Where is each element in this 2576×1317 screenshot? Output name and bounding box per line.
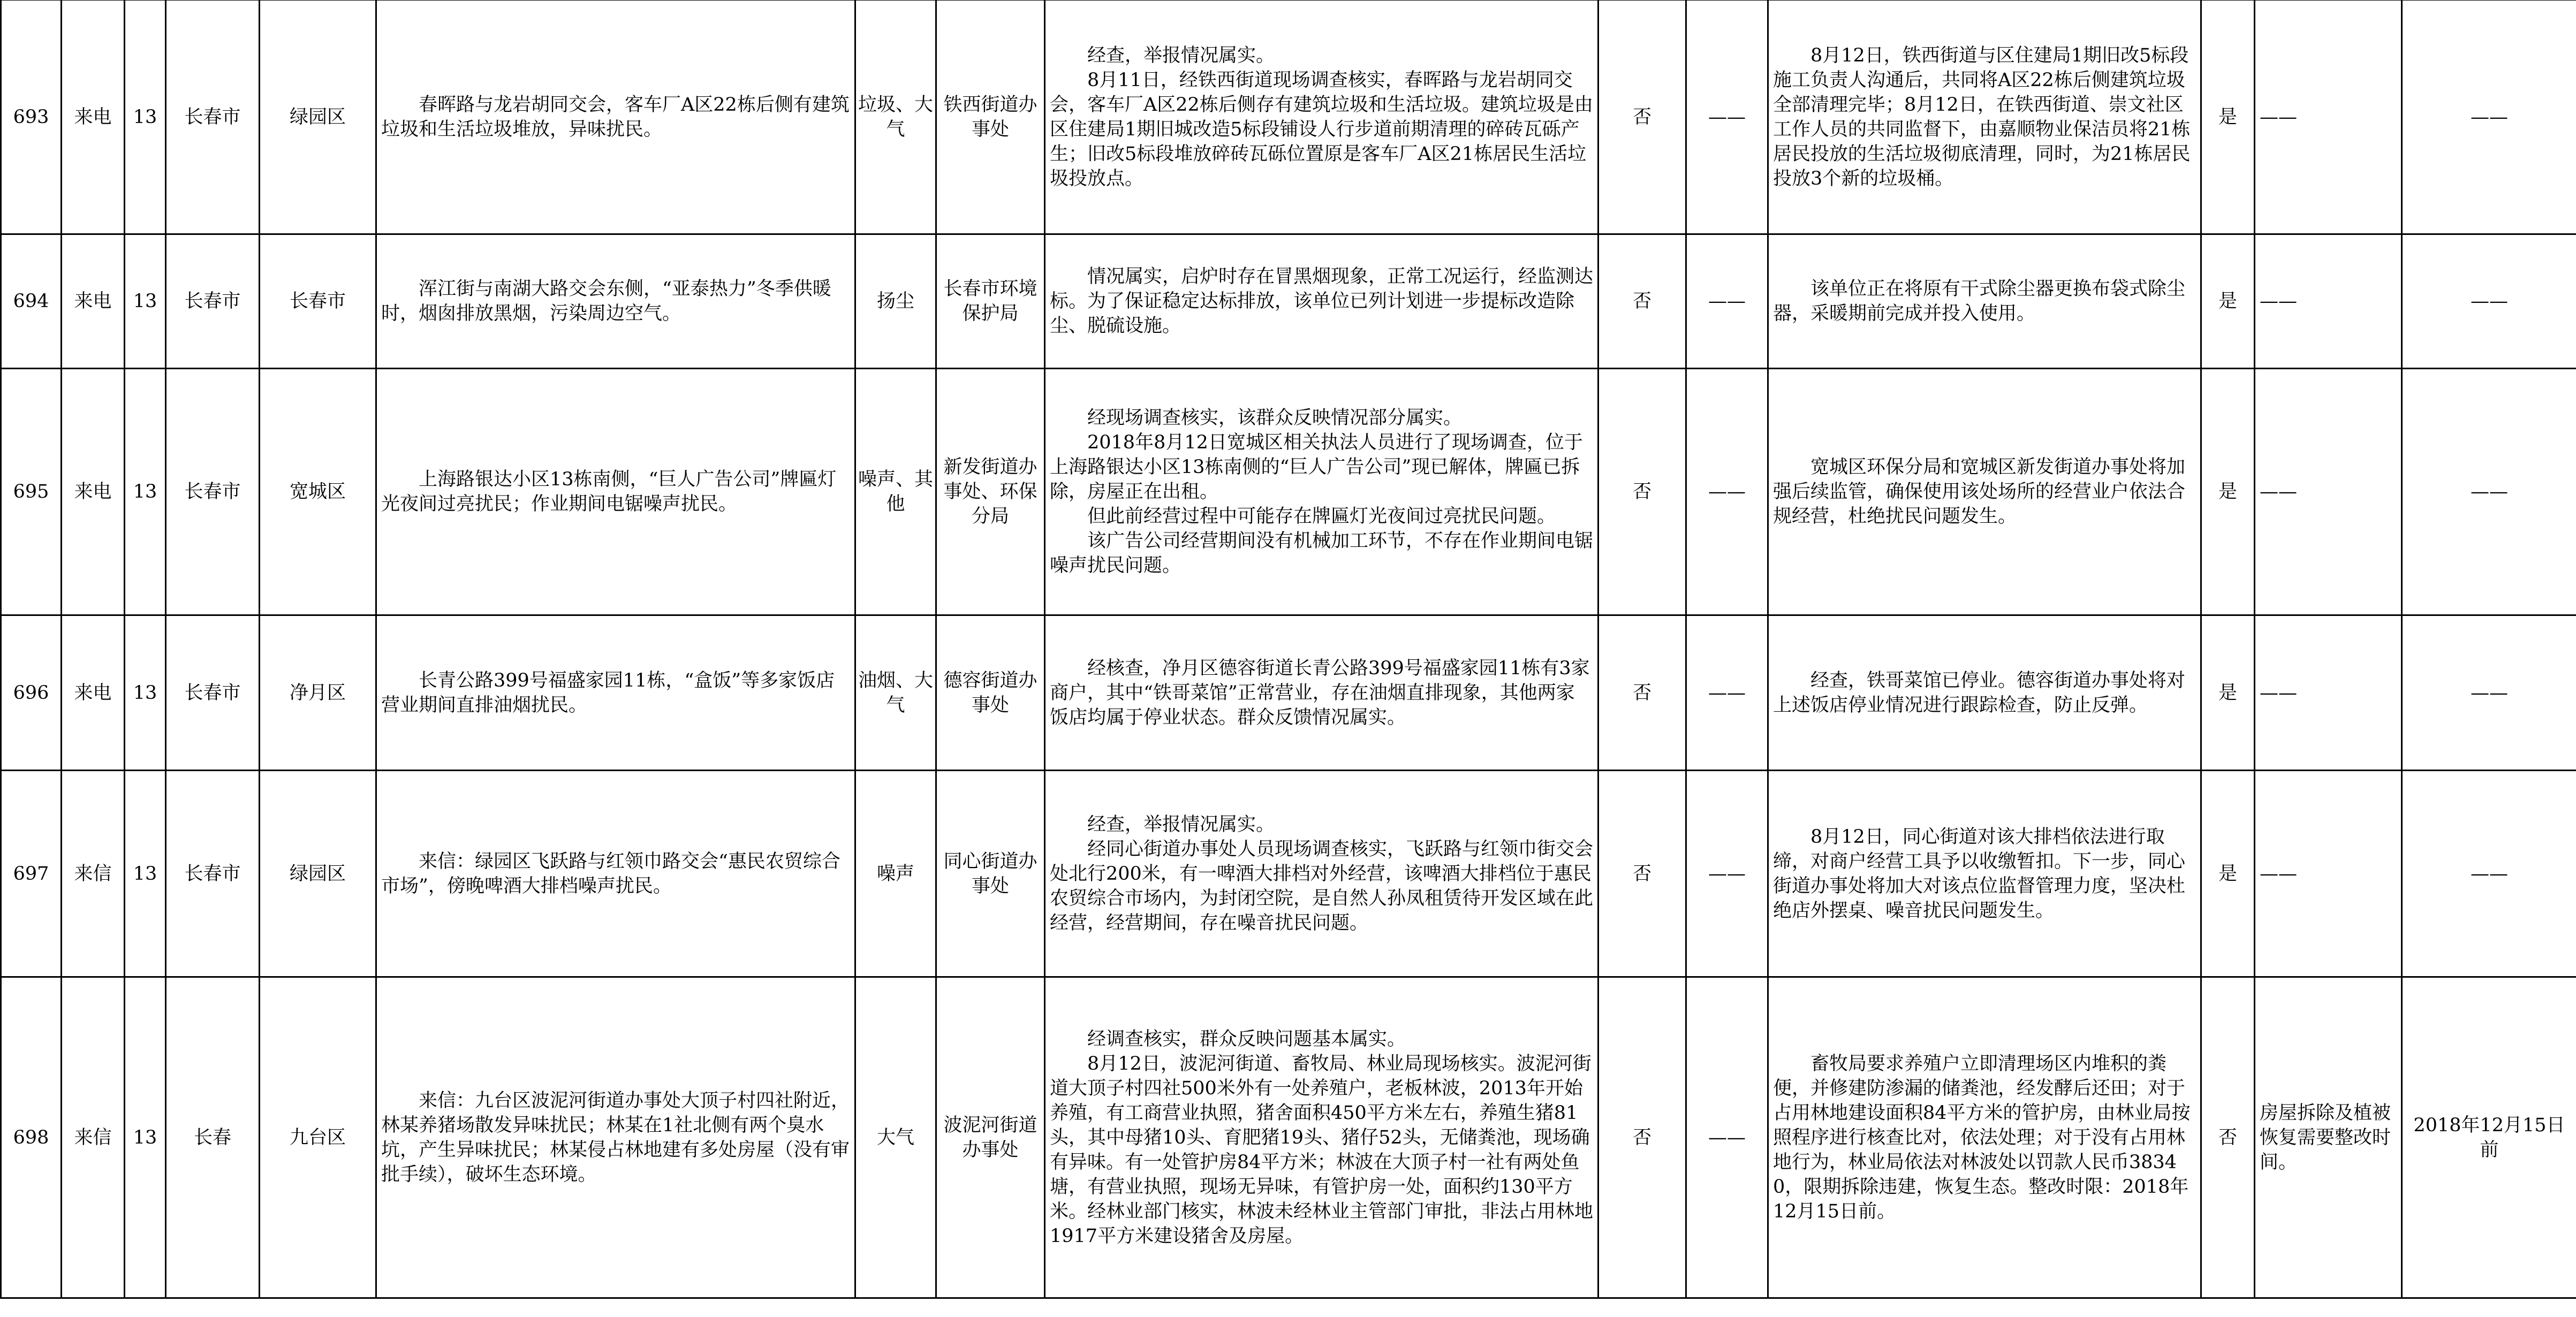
table-row: [1, 771, 2576, 977]
cell-rectification: [1768, 977, 2201, 1298]
findings-paragraph: 8月11日，经铁西街道现场调查核实，春晖路与龙岩胡同交会，客车厂A区22栋后侧存有建筑垃圾和生活垃圾。建筑垃圾是由区住建局1期旧城改造5标段铺设人行步道前期清理的碎砖瓦砾产生；旧改5标段堆放碎砖瓦砾位置原是客车厂A区21栋居民生活垃圾投放点。: [1050, 69, 1593, 189]
cell-rectification: [1768, 0, 2201, 234]
complaint-text: 长青公路399号福盛家园11栋，“盒饭”等多家饭店营业期间直排油烟扰民。: [381, 669, 835, 716]
cell-completed: 是: [2201, 369, 2255, 615]
cell-deadline: ——: [2402, 0, 2576, 234]
findings-paragraph: 经同心街道办事处人员现场调查核实，飞跃路与红领巾街交会处北行200米，有一啤酒大排档对外经营，该啤酒大排档位于惠民农贸综合市场内，为封闭空院，是自然人孙凤租赁待开发区域在此经营，经营期间，存在噪音扰民问题。: [1050, 838, 1594, 934]
cell-rectification: [1768, 234, 2201, 369]
cell-batch: 13: [125, 771, 166, 977]
cell-findings: [1045, 234, 1598, 369]
cell-responsible-unit: 新发街道办事处、环保分局: [936, 369, 1045, 615]
cell-district: 九台区: [260, 977, 376, 1298]
findings-paragraph: 经调查核实，群众反映问题基本属实。: [1087, 1028, 1406, 1050]
cell-completed: 是: [2201, 771, 2255, 977]
findings-paragraph: 2018年8月12日宽城区相关执法人员进行了现场调查，位于上海路银达小区13栋南侧的“巨人广告公司”现已解体，牌匾已拆除，房屋正在出租。: [1050, 432, 1583, 503]
table-body: [1, 0, 2576, 1298]
cell-findings: [1045, 0, 1598, 234]
rectification-text: 该单位正在将原有干式除尘器更换布袋式除尘器，采暖期前完成并投入使用。: [1773, 278, 2186, 324]
findings-paragraph: 但此前经营过程中可能存在牌匾灯光夜间过亮扰民问题。: [1087, 506, 1556, 527]
cell-pollution-type: 大气: [855, 977, 936, 1298]
cell-findings: [1045, 977, 1598, 1298]
cell-findings: [1045, 615, 1598, 771]
complaint-text: 来信：九台区波泥河街道办事处大顶子村四社附近，林某养猪场散发异味扰民；林某在1社北侧有两个臭水坑，产生异味扰民；林某侵占林地建有多处房屋（没有审批手续），破坏生态环境。: [381, 1090, 850, 1185]
cell-responsible-unit: 同心街道办事处: [936, 771, 1045, 977]
cell-pending-reason: ——: [2255, 0, 2402, 234]
cell-pollution-type: 噪声: [855, 771, 936, 977]
cell-pollution-type: 垃圾、大气: [855, 0, 936, 234]
cell-complaint: [376, 0, 855, 234]
cell-penalty-detail: ——: [1686, 0, 1768, 234]
cell-number: 697: [1, 771, 62, 977]
cell-penalty: 否: [1598, 977, 1686, 1298]
table-row: [1, 0, 2576, 234]
cell-channel: 来信: [62, 977, 125, 1298]
cell-penalty-detail: ——: [1686, 234, 1768, 369]
rectification-text: 畜牧局要求养殖户立即清理场区内堆积的粪便，并修建防渗漏的储粪池，经发酵后还田；对于占用林地建设面积84平方米的管护房，由林业局按照程序进行核查比对，依法处理；对于没有占用林地行为，林业局依法对林波处以罚款人民币38340，限期拆除违建，恢复生态。整改时限：2018年12月15日前。: [1773, 1053, 2191, 1222]
findings-paragraph: 经现场调查核实，该群众反映情况部分属实。: [1087, 407, 1463, 429]
cell-channel: 来电: [62, 234, 125, 369]
cell-responsible-unit: 波泥河街道办事处: [936, 977, 1045, 1298]
cell-penalty: 否: [1598, 234, 1686, 369]
cell-batch: 13: [125, 615, 166, 771]
cell-pollution-type: 油烟、大气: [855, 615, 936, 771]
cell-city: 长春市: [166, 0, 260, 234]
rectification-text: 宽城区环保分局和宽城区新发街道办事处将加强后续监管，确保使用该处场所的经营业户依法合规经营，杜绝扰民问题发生。: [1773, 456, 2186, 527]
cell-number: 695: [1, 369, 62, 615]
cell-completed: 是: [2201, 0, 2255, 234]
cell-penalty-detail: ——: [1686, 771, 1768, 977]
cell-number: 694: [1, 234, 62, 369]
table-row: [1, 977, 2576, 1298]
cell-responsible-unit: 铁西街道办事处: [936, 0, 1045, 234]
cell-penalty-detail: ——: [1686, 977, 1768, 1298]
cell-complaint: [376, 977, 855, 1298]
findings-paragraph: 8月12日，波泥河街道、畜牧局、林业局现场核实。波泥河街道大顶子村四社500米外有一处养殖户，老板林波，2013年开始养殖，有工商营业执照，猪舍面积450平方米左右，养殖生猪81头，其中母猪10头、育肥猪19头、猪仔52头，无储粪池，现场确有异味。有一处管护房84平方米；林波在大顶子村一社有两处鱼塘，有营业执照，现场无异味，有管护房一处，面积约130平方米。经林业部门核实，林波未经林业主管部门审批，非法占用林地1917平方米建设猪舍及房屋。: [1050, 1053, 1594, 1247]
findings-paragraph: 经核查，净月区德容街道长青公路399号福盛家园11栋有3家商户，其中“铁哥菜馆”正常营业，存在油烟直排现象，其他两家饭店均属于停业状态。群众反馈情况属实。: [1050, 657, 1590, 728]
table-row: [1, 369, 2576, 615]
cell-district: 净月区: [260, 615, 376, 771]
cell-penalty: 否: [1598, 615, 1686, 771]
cell-pending-reason: ——: [2255, 234, 2402, 369]
cell-rectification: [1768, 369, 2201, 615]
cell-pollution-type: 扬尘: [855, 234, 936, 369]
cell-penalty-detail: ——: [1686, 369, 1768, 615]
findings-paragraph: 该广告公司经营期间没有机械加工环节，不存在作业期间电锯噪声扰民问题。: [1050, 530, 1594, 576]
cell-district: 长春市: [260, 234, 376, 369]
cell-number: 698: [1, 977, 62, 1298]
cell-rectification: [1768, 615, 2201, 771]
cell-district: 宽城区: [260, 369, 376, 615]
cell-pending-reason: ——: [2255, 369, 2402, 615]
complaint-text: 上海路银达小区13栋南侧，“巨人广告公司”牌匾灯光夜间过亮扰民；作业期间电锯噪声扰民。: [381, 469, 837, 515]
cell-batch: 13: [125, 977, 166, 1298]
findings-paragraph: 情况属实，启炉时存在冒黑烟现象，正常工况运行，经监测达标。为了保证稳定达标排放，该单位已列计划进一步提标改造除尘、脱硫设施。: [1050, 266, 1594, 337]
cell-number: 696: [1, 615, 62, 771]
cell-deadline: ——: [2402, 615, 2576, 771]
cell-city: 长春市: [166, 369, 260, 615]
cell-district: 绿园区: [260, 0, 376, 234]
table-row: [1, 615, 2576, 771]
cell-completed: 是: [2201, 234, 2255, 369]
rectification-text: 经查，铁哥菜馆已停业。德容街道办事处将对上述饭店停业情况进行跟踪检查，防止反弹。: [1773, 669, 2186, 716]
table-row: [1, 234, 2576, 369]
cell-number: 693: [1, 0, 62, 234]
cell-deadline: 2018年12月15日前: [2402, 977, 2576, 1298]
cell-pending-reason: ——: [2255, 771, 2402, 977]
cell-pending-reason: 房屋拆除及植被恢复需要整改时间。: [2255, 977, 2402, 1298]
cell-findings: [1045, 771, 1598, 977]
findings-paragraph: 经查，举报情况属实。: [1087, 44, 1275, 66]
cell-deadline: ——: [2402, 234, 2576, 369]
cell-channel: 来电: [62, 369, 125, 615]
cell-complaint: [376, 615, 855, 771]
cell-pollution-type: 噪声、其他: [855, 369, 936, 615]
cell-findings: [1045, 369, 1598, 615]
cell-complaint: [376, 234, 855, 369]
complaint-text: 春晖路与龙岩胡同交会，客车厂A区22栋后侧有建筑垃圾和生活垃圾堆放，异味扰民。: [381, 94, 850, 140]
rectification-text: 8月12日，同心街道对该大排档依法进行取缔，对商户经营工具予以收缴暂扣。下一步，同心街道办事处将加大对该点位监督管理力度，坚决杜绝店外摆桌、噪音扰民问题发生。: [1773, 826, 2186, 922]
cell-city: 长春: [166, 977, 260, 1298]
findings-paragraph: 经查，举报情况属实。: [1087, 813, 1275, 835]
cell-penalty: 否: [1598, 369, 1686, 615]
cell-complaint: [376, 369, 855, 615]
cell-completed: 是: [2201, 615, 2255, 771]
cell-city: 长春市: [166, 234, 260, 369]
cell-completed: 否: [2201, 977, 2255, 1298]
cell-channel: 来信: [62, 771, 125, 977]
cell-penalty: 否: [1598, 0, 1686, 234]
cell-batch: 13: [125, 369, 166, 615]
cell-district: 绿园区: [260, 771, 376, 977]
cell-deadline: ——: [2402, 369, 2576, 615]
rectification-text: 8月12日，铁西街道与区住建局1期旧改5标段施工负责人沟通后，共同将A区22栋后侧建筑垃圾全部清理完毕；8月12日，在铁西街道、崇文社区工作人员的共同监督下，由嘉顺物业保洁员将21栋居民投放的生活垃圾彻底清理，同时，为21栋居民投放3个新的垃圾桶。: [1773, 44, 2191, 189]
cell-penalty: 否: [1598, 771, 1686, 977]
cell-city: 长春市: [166, 771, 260, 977]
complaint-text: 来信：绿园区飞跃路与红领巾路交会“惠民农贸综合市场”，傍晚啤酒大排档噪声扰民。: [381, 850, 840, 897]
cell-city: 长春市: [166, 615, 260, 771]
complaint-text: 浑江街与南湖大路交会东侧，“亚泰热力”冬季供暖时，烟囱排放黑烟，污染周边空气。: [381, 278, 831, 324]
cell-pending-reason: ——: [2255, 615, 2402, 771]
cell-responsible-unit: 德容街道办事处: [936, 615, 1045, 771]
cell-channel: 来电: [62, 0, 125, 234]
cell-responsible-unit: 长春市环境保护局: [936, 234, 1045, 369]
cell-batch: 13: [125, 0, 166, 234]
cell-channel: 来电: [62, 615, 125, 771]
cell-deadline: ——: [2402, 771, 2576, 977]
cell-rectification: [1768, 771, 2201, 977]
cell-penalty-detail: ——: [1686, 615, 1768, 771]
cell-batch: 13: [125, 234, 166, 369]
cell-complaint: [376, 771, 855, 977]
